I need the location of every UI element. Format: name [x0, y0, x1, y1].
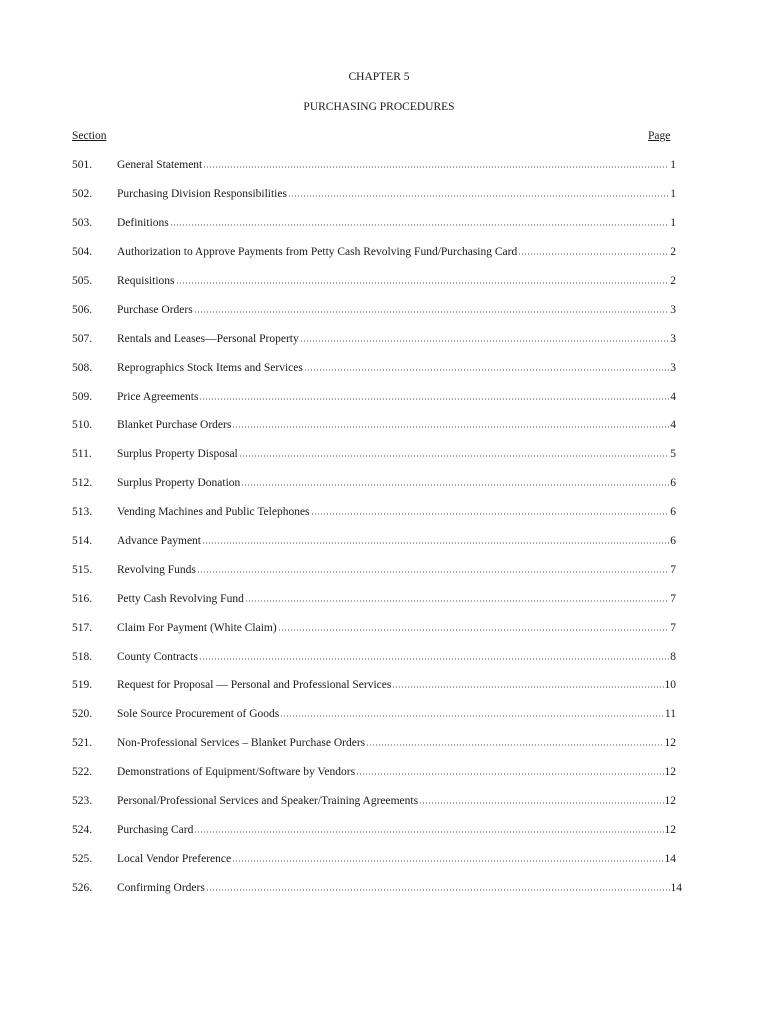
dot-leader	[239, 455, 670, 457]
toc-page-number: 7	[670, 621, 676, 634]
toc-row	[72, 469, 676, 498]
toc-page-number: 3	[670, 361, 676, 374]
toc-section-number: 513.	[72, 506, 93, 519]
toc-entry-title: Local Vendor Preference	[117, 852, 232, 865]
toc-page-number: 5	[670, 448, 676, 461]
toc-section-number: 520.	[72, 708, 93, 721]
dot-leader	[202, 542, 669, 544]
toc-entry-title: Definitions	[117, 217, 169, 230]
page-column-header: Page	[648, 130, 671, 142]
toc-row	[72, 700, 676, 729]
toc-section-number: 514.	[72, 535, 93, 548]
toc-section-number: 510.	[72, 419, 93, 432]
toc-page-number: 4	[670, 390, 676, 403]
dot-leader	[232, 860, 663, 862]
toc-entry-title: Vending Machines and Public Telephones	[117, 506, 310, 519]
dot-leader	[241, 484, 669, 486]
toc-row	[72, 815, 676, 844]
dot-leader	[392, 686, 663, 688]
toc-row	[72, 151, 676, 180]
toc-row	[72, 584, 676, 613]
dot-leader	[206, 889, 670, 891]
toc-section-number: 526.	[72, 881, 93, 894]
table-of-contents	[72, 151, 682, 902]
dot-leader	[197, 571, 669, 573]
toc-section-number: 506.	[72, 303, 93, 316]
toc-entry-title: Demonstrations of Equipment/Software by Vendors	[117, 766, 356, 779]
toc-section-number: 521.	[72, 737, 93, 750]
toc-page-number: 12	[664, 823, 676, 836]
toc-page-number: 1	[670, 188, 676, 201]
toc-section-number: 518.	[72, 650, 93, 663]
toc-row	[72, 555, 676, 584]
toc-entry-title: Requisitions	[117, 275, 175, 287]
dot-leader	[278, 629, 670, 631]
toc-row	[72, 758, 676, 787]
toc-row	[72, 671, 676, 700]
toc-section-number: 501.	[72, 159, 93, 172]
toc-row	[72, 613, 676, 642]
dot-leader	[288, 195, 669, 197]
toc-section-number: 512.	[72, 477, 93, 490]
toc-row	[72, 180, 676, 209]
toc-entry-title: Authorization to Approve Payments from Petty Cash Revolving Fund/Purchasing Card	[117, 246, 518, 259]
dot-leader	[419, 802, 663, 804]
dot-leader	[245, 600, 669, 602]
toc-section-number: 524.	[72, 823, 93, 836]
toc-page-number: 14	[670, 881, 682, 894]
toc-section-number: 523.	[72, 795, 93, 808]
toc-section-number: 507.	[72, 332, 93, 345]
toc-row	[72, 642, 676, 671]
toc-row	[72, 873, 682, 902]
dot-leader	[300, 340, 670, 342]
toc-entry-title: Surplus Property Disposal	[117, 448, 238, 461]
toc-row	[72, 209, 676, 238]
toc-page-number: 14	[664, 852, 676, 865]
toc-row	[72, 382, 676, 411]
toc-row	[72, 353, 676, 382]
dot-leader	[366, 744, 663, 746]
toc-page-number: 4	[670, 419, 676, 432]
toc-row	[72, 324, 676, 353]
toc-entry-title: Purchasing Card	[117, 823, 194, 836]
dot-leader	[194, 311, 670, 313]
section-column-header: Section	[72, 130, 107, 142]
toc-page-number: 3	[670, 303, 676, 316]
toc-page-number: 12	[664, 737, 676, 750]
toc-entry-title: Claim For Payment (White Claim)	[117, 621, 277, 634]
toc-section-number: 519.	[72, 679, 93, 692]
chapter-heading: CHAPTER 5	[348, 71, 410, 83]
toc-page-number: 10	[664, 679, 676, 692]
toc-section-number: 509.	[72, 390, 93, 403]
toc-row	[72, 238, 676, 267]
toc-row	[72, 787, 676, 816]
toc-entry-title: Confirming Orders	[117, 881, 205, 894]
dot-leader	[194, 831, 663, 833]
toc-entry-title: Purchase Orders	[117, 303, 193, 316]
toc-page-number: 11	[664, 708, 676, 721]
toc-row	[72, 440, 676, 469]
toc-page-number: 1	[670, 159, 676, 172]
dot-leader	[518, 253, 669, 255]
toc-section-number: 503.	[72, 217, 93, 230]
toc-row	[72, 295, 676, 324]
toc-section-number: 505.	[72, 275, 93, 287]
toc-entry-title: County Contracts	[117, 650, 198, 663]
toc-section-number: 504.	[72, 246, 93, 259]
dot-leader	[203, 166, 669, 168]
toc-entry-title: Revolving Funds	[117, 563, 196, 576]
dot-leader	[199, 398, 669, 400]
toc-entry-title: Request for Proposal — Personal and Professional Services	[117, 679, 392, 692]
toc-page-number: 2	[670, 246, 676, 259]
toc-page-number: 12	[664, 795, 676, 808]
toc-entry-title: Sole Source Procurement of Goods	[117, 708, 280, 721]
toc-entry-title: Purchasing Division Responsibilities	[117, 188, 287, 201]
dot-leader	[356, 773, 663, 775]
toc-entry-title: Surplus Property Donation	[117, 477, 241, 490]
toc-entry-title: Personal/Professional Services and Speaker/Training Agreements	[117, 795, 419, 808]
toc-entry-title: Non-Professional Services – Blanket Purchase Orders	[117, 737, 366, 750]
toc-section-number: 517.	[72, 621, 93, 634]
dot-leader	[199, 658, 669, 660]
toc-page-number: 2	[670, 275, 676, 287]
toc-page-number: 8	[670, 650, 676, 663]
chapter-title: PURCHASING PROCEDURES	[303, 101, 455, 113]
dot-leader	[170, 224, 670, 226]
toc-row	[72, 729, 676, 758]
toc-section-number: 511.	[72, 448, 92, 461]
toc-page-number: 6	[670, 535, 676, 548]
dot-leader	[176, 282, 670, 284]
toc-page-number: 12	[664, 766, 676, 779]
dot-leader	[304, 369, 669, 371]
dot-leader	[232, 426, 669, 428]
toc-page-number: 6	[670, 477, 676, 490]
toc-row	[72, 527, 676, 556]
toc-section-number: 522.	[72, 766, 93, 779]
toc-row	[72, 267, 676, 296]
toc-entry-title: General Statement	[117, 159, 203, 172]
toc-entry-title: Blanket Purchase Orders	[117, 419, 232, 432]
toc-page-number: 1	[670, 217, 676, 230]
toc-section-number: 516.	[72, 592, 93, 605]
toc-entry-title: Price Agreements	[117, 390, 199, 403]
toc-section-number: 508.	[72, 361, 93, 374]
toc-section-number: 502.	[72, 188, 93, 201]
toc-entry-title: Rentals and Leases—Personal Property	[117, 332, 299, 345]
toc-entry-title: Advance Payment	[117, 535, 201, 548]
toc-page-number: 3	[670, 332, 676, 345]
toc-row	[72, 411, 676, 440]
dot-leader	[280, 715, 664, 717]
toc-page-number: 7	[670, 592, 676, 605]
toc-row	[72, 498, 676, 527]
dot-leader	[311, 513, 670, 515]
toc-page-number: 6	[670, 506, 676, 519]
toc-entry-title: Petty Cash Revolving Fund	[117, 592, 244, 605]
toc-row	[72, 844, 676, 873]
toc-page-number: 7	[670, 563, 676, 576]
toc-section-number: 515.	[72, 563, 93, 576]
toc-entry-title: Reprographics Stock Items and Services	[117, 361, 303, 374]
toc-section-number: 525.	[72, 852, 93, 865]
